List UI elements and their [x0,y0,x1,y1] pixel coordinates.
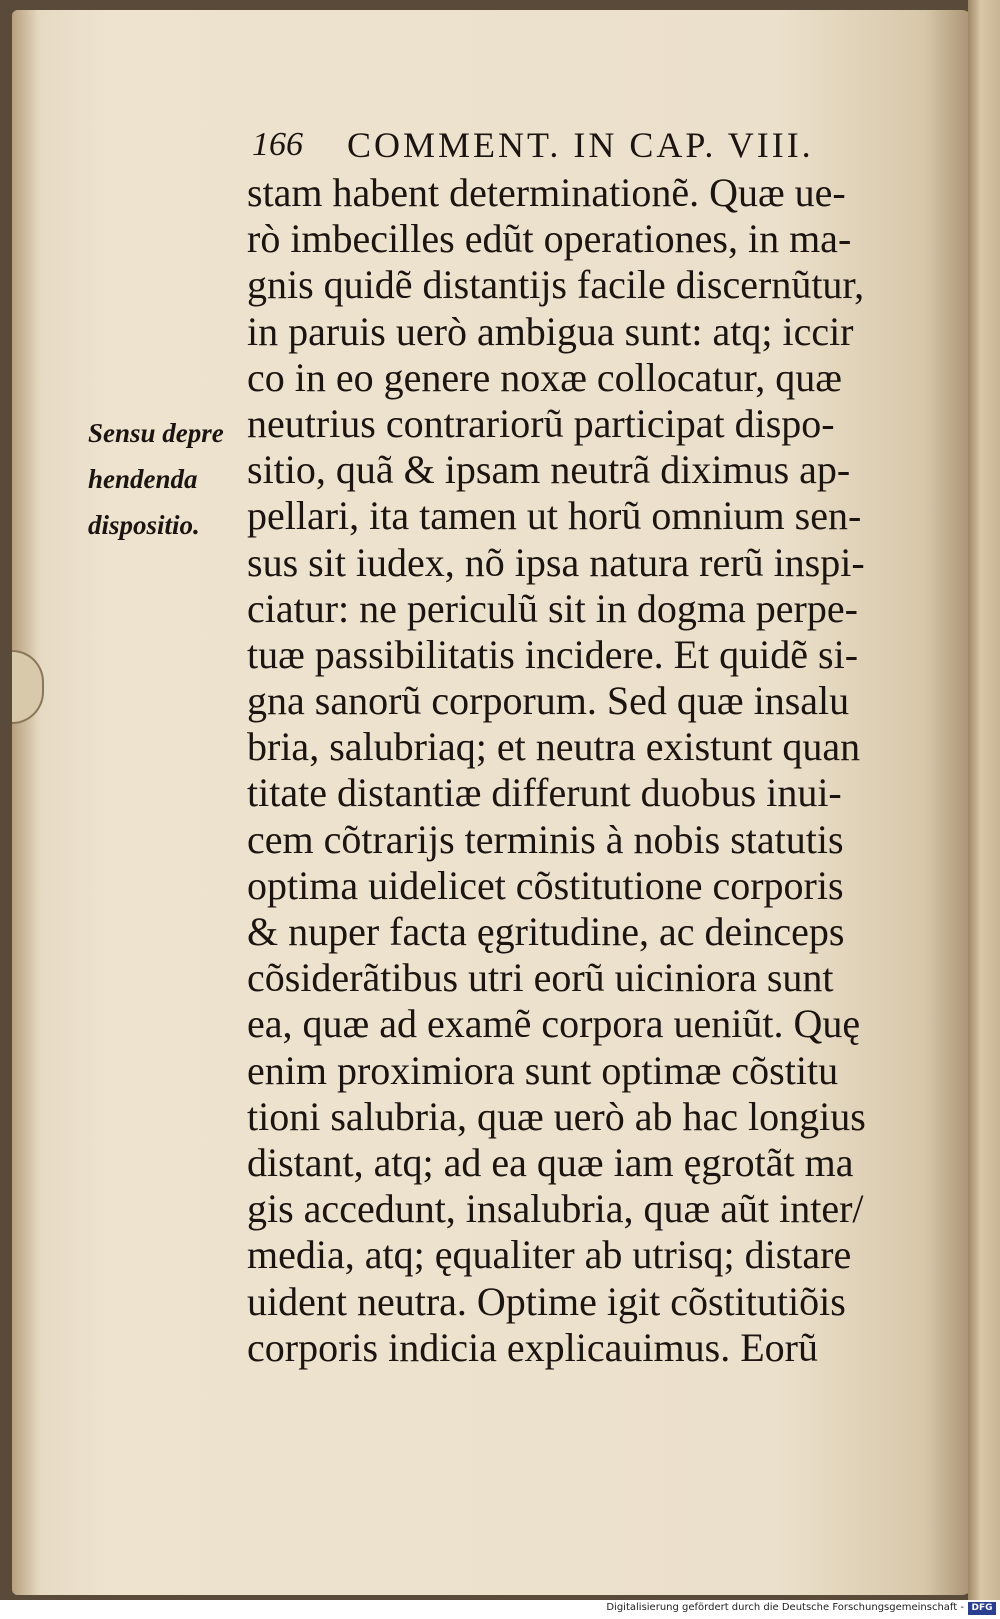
text-line: gis accedunt, insalubria, quæ aũt inter/ [247,1186,864,1232]
text-line: & nuper facta ęgritudine, ac deinceps [247,909,845,954]
funding-credit: Digitalisierung gefördert durch die Deutsche Forschungsgemeinschaft - [606,1602,964,1613]
text-line: titate distantiæ differunt duobus inui- [247,770,842,816]
marginal-line: dispositio. [88,510,200,540]
text-line: co in eo genere noxæ collocatur, quæ [247,354,842,400]
book-page [12,10,972,1595]
adjacent-page-edge [968,0,1000,1600]
marginal-line: Sensu depre [88,418,224,448]
text-line: media, atq; ęqualiter ab utrisq; distare [247,1232,852,1278]
text-line: uident neutra. Optime igit cõstitutiõis [247,1278,846,1324]
text-line: cõsiderãtibus utri eorũ uiciniora sunt [247,955,834,1001]
marginal-line: hendenda [88,464,198,494]
dfg-logo: DFG [968,1602,996,1615]
text-line: rò imbecilles edũt operationes, in ma- [247,216,852,262]
text-line: pellari, ita tamen ut horũ omnium sen- [247,493,862,539]
text-line: ciatur: ne periculũ sit in dogma perpe- [247,585,858,631]
text-line: ea, quæ ad examẽ corpora ueniũt. Quę [247,1001,861,1047]
digitization-footer [0,1600,1000,1619]
text-line: corporis indicia explicauimus. Eorũ [247,1324,818,1370]
text-line: bria, salubriaq; et neutra existunt quan [247,724,861,770]
text-line: enim proximiora sunt optimæ cõstitu [247,1047,839,1093]
page-header [252,118,892,168]
text-line: distant, atq; ad ea quæ iam ęgrotãt ma [247,1139,854,1185]
body-text [247,170,927,1371]
marginal-note [88,410,248,548]
text-line: optima uidelicet cõstitutione corporis [247,862,844,908]
text-line: gna sanorũ corporum. Sed quæ insalu [247,678,850,724]
page-gutter [12,10,36,1595]
text-line: neutrius contrariorũ participat dispo- [247,400,835,446]
binding-clip [12,650,44,724]
page-number: 166 [252,126,303,163]
text-line: tuæ passibilitatis incidere. Et quidẽ si- [247,631,859,677]
text-line: gnis quidẽ distantijs facile discernũtur, [247,262,865,308]
text-line: cem cõtrarijs terminis à nobis statutis [247,816,844,862]
text-line: tioni salubria, quæ uerò ab hac longius [247,1093,866,1139]
text-line: in paruis uerò ambigua sunt: atq; iccir [247,308,854,354]
text-line: sus sit iudex, nõ ipsa natura rerũ inspi- [247,539,865,585]
text-line: stam habent determinationẽ. Quæ ue- [247,170,846,215]
running-title: COMMENT. IN CAP. VIII. [347,125,814,165]
text-line: sitio, quã & ipsam neutrã diximus ap- [247,447,851,493]
